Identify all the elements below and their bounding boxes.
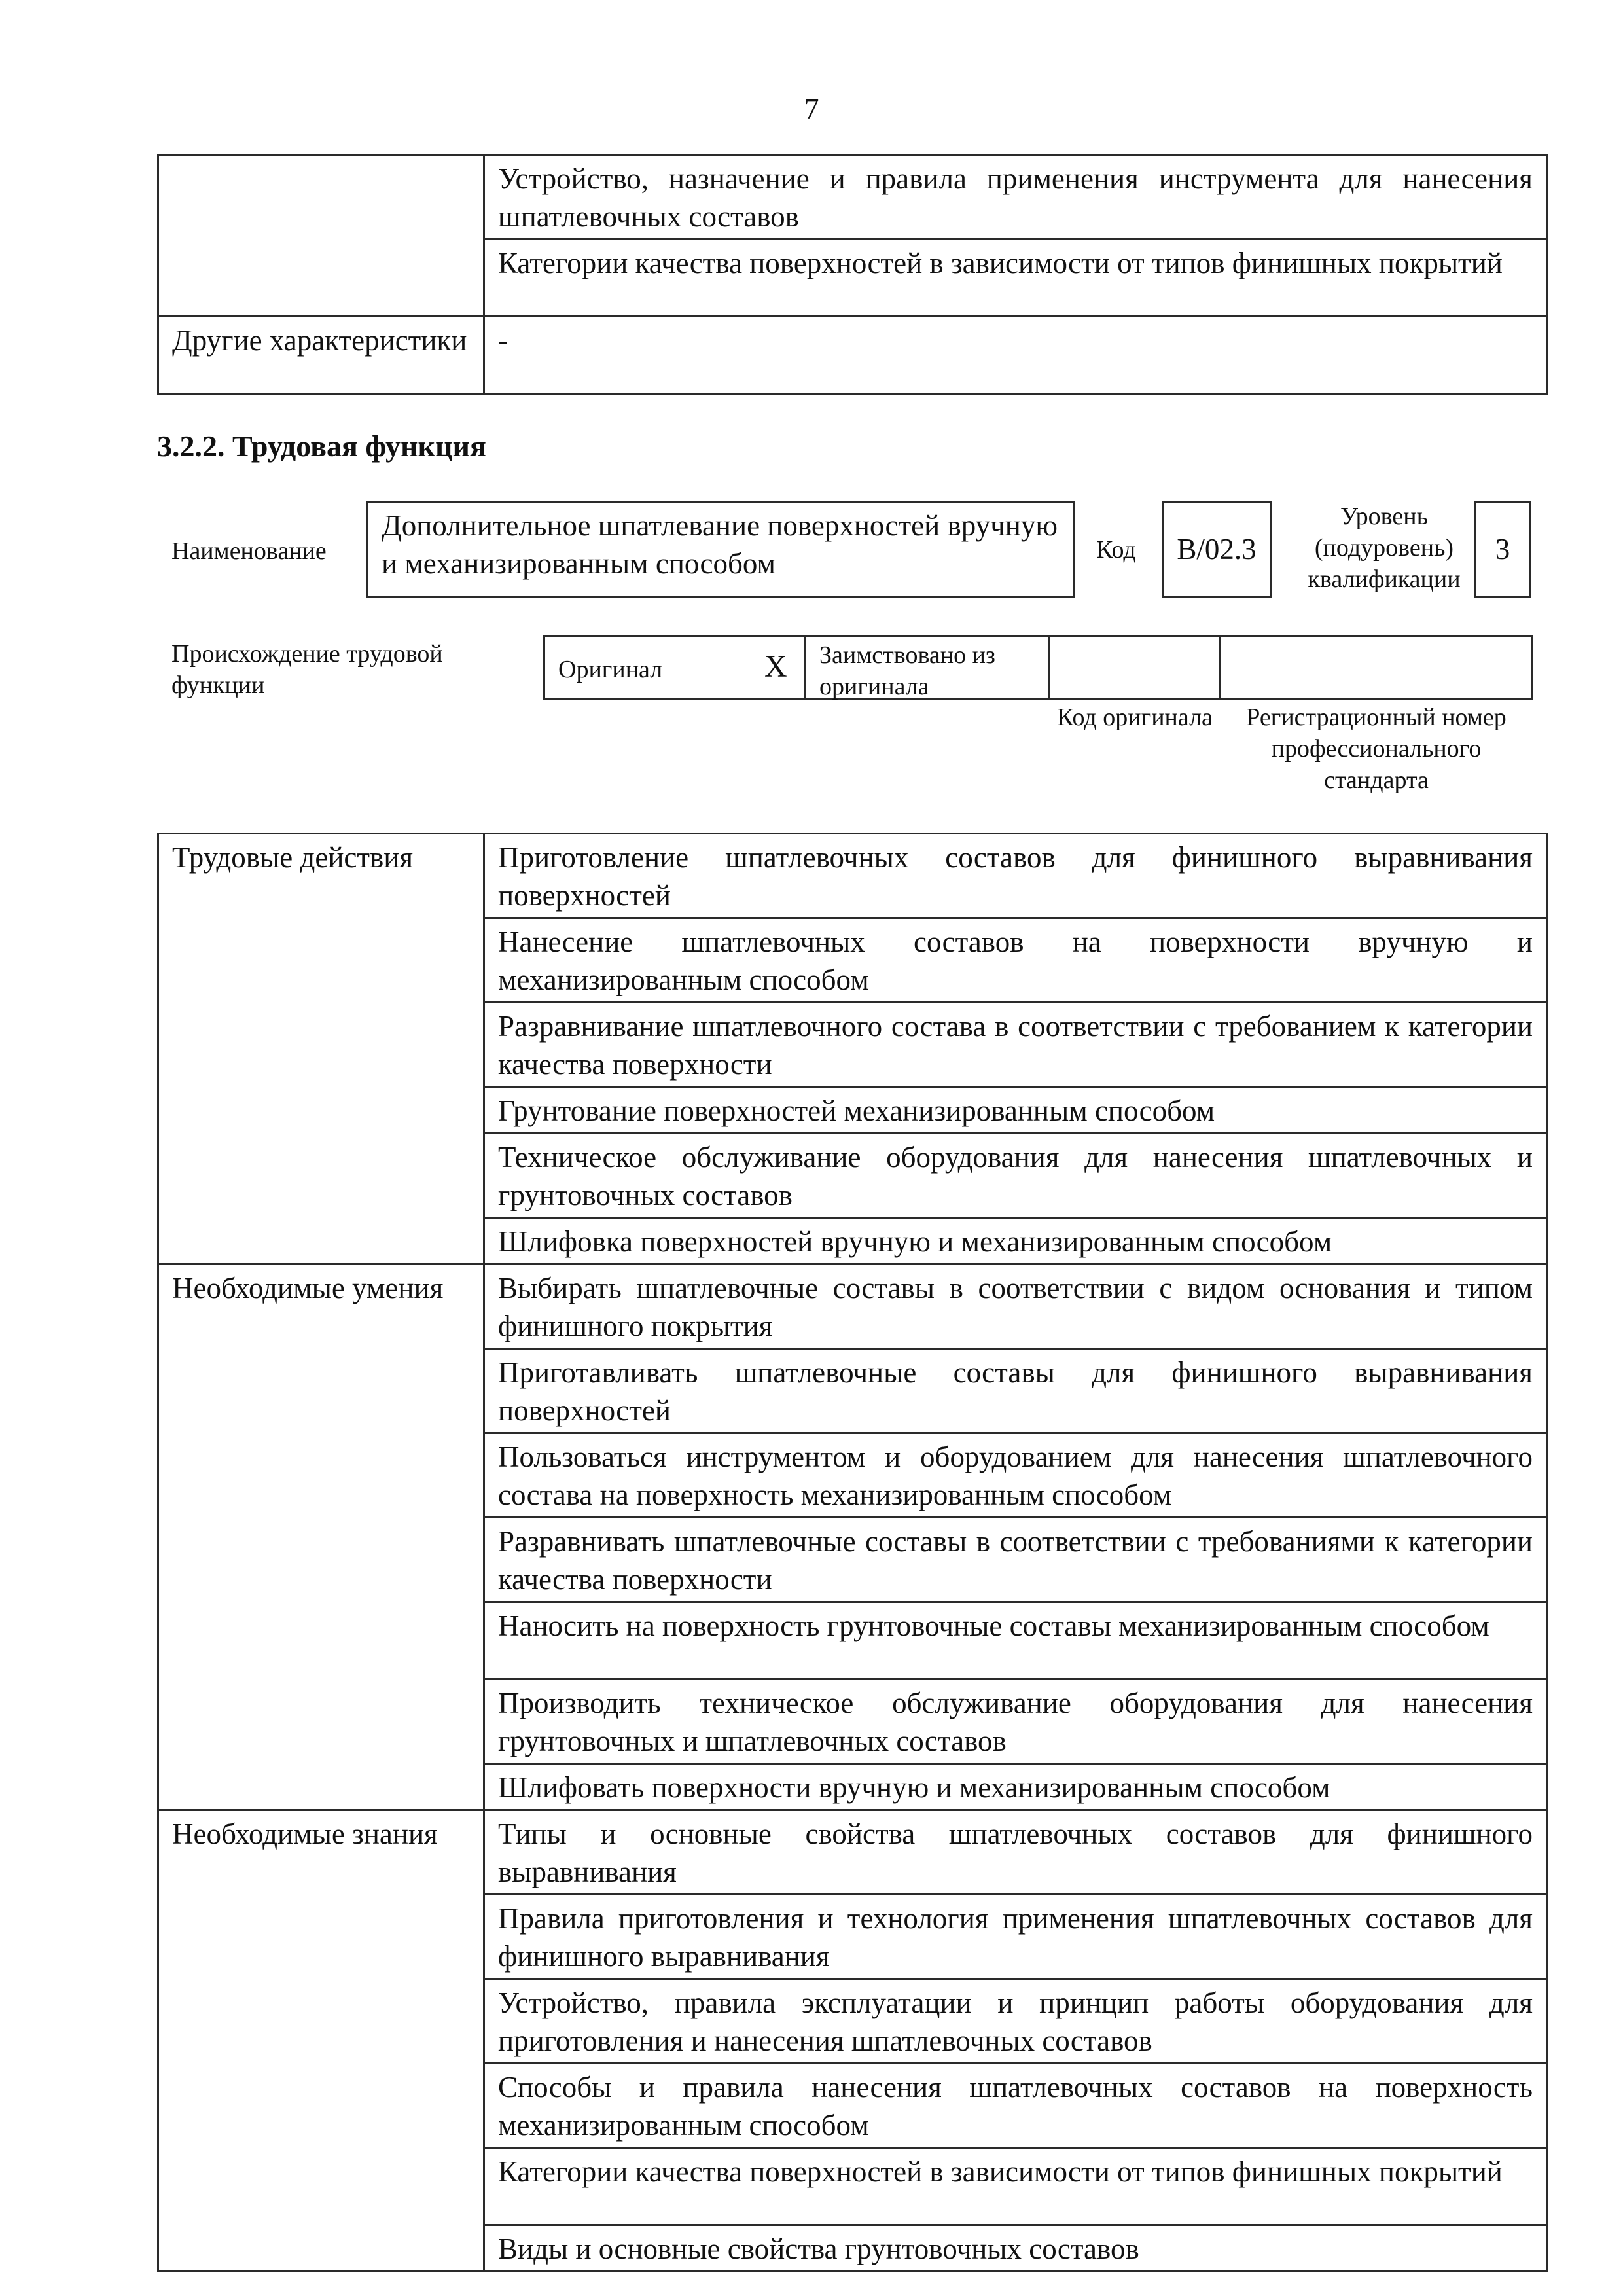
origin-label: Происхождение трудовой функции (171, 640, 443, 699)
top-table-label-empty (158, 155, 484, 317)
required-skills-label: Необходимые умения (158, 1265, 484, 1810)
section-title: 3.2.2. Трудовая функция (157, 429, 486, 463)
level-value-box: 3 (1474, 501, 1531, 598)
skill-item: Приготавливать шпатлевочные составы для финишного выравнивания поверхностей (484, 1349, 1547, 1433)
function-code-box: B/02.3 (1162, 501, 1272, 598)
skill-item: Шлифовать поверхности вручную и механизированным способом (484, 1764, 1547, 1810)
original-box (543, 635, 806, 700)
reg-number-caption: Регистрационный номер профессионального стандарта (1246, 704, 1507, 794)
skill-item: Выбирать шпатлевочные составы в соответствии с видом основания и типом финишного покрытия (484, 1265, 1547, 1349)
function-name-box: Дополнительное шпатлевание поверхностей вручную и механизированным способом (366, 501, 1075, 598)
labor-action-item: Грунтование поверхностей механизированным способом (484, 1087, 1547, 1134)
skill-item: Разравнивать шпатлевочные составы в соответствии с требованиями к категории качества поверхности (484, 1518, 1547, 1602)
main-table (157, 833, 1548, 2272)
top-table-item: Устройство, назначение и правила применения инструмента для нанесения шпатлевочных составов (484, 155, 1547, 240)
borrowed-box: Заимствовано из оригинала (804, 635, 1050, 700)
labor-action-item: Шлифовка поверхностей вручную и механизированным способом (484, 1218, 1547, 1265)
labor-action-item: Техническое обслуживание оборудования для нанесения шпатлевочных и грунтовочных составов (484, 1134, 1547, 1218)
original-mark: X (764, 649, 787, 684)
page-number: 7 (804, 92, 819, 126)
reg-number-box (1219, 635, 1533, 700)
code-original-caption: Код оригинала (1057, 704, 1213, 731)
code-label: Код (1096, 536, 1136, 564)
knowledge-item: Способы и правила нанесения шпатлевочных составов на поверхность механизированным способом (484, 2064, 1547, 2148)
knowledge-item: Правила приготовления и технология применения шпатлевочных составов для финишного выравнивания (484, 1895, 1547, 1979)
knowledge-item: Категории качества поверхностей в зависимости от типов финишных покрытий (484, 2148, 1547, 2225)
top-table (157, 154, 1548, 395)
other-characteristics-value: - (484, 317, 1547, 394)
code-original-box (1048, 635, 1221, 700)
level-label: Уровень (подуровень) квалификации (1308, 503, 1461, 593)
skill-item: Производить техническое обслуживание оборудования для нанесения грунтовочных и шпатлевочных составов (484, 1679, 1547, 1764)
labor-action-item: Приготовление шпатлевочных составов для финишного выравнивания поверхностей (484, 834, 1547, 918)
knowledge-item: Типы и основные свойства шпатлевочных составов для финишного выравнивания (484, 1810, 1547, 1895)
skill-item: Наносить на поверхность грунтовочные составы механизированным способом (484, 1602, 1547, 1679)
labor-action-item: Разравнивание шпатлевочного состава в соответствии с требованием к категории качества поверхности (484, 1003, 1547, 1087)
skill-item: Пользоваться инструментом и оборудованием для нанесения шпатлевочного состава на поверхность механизированным способом (484, 1433, 1547, 1518)
original-label: Оригинал (558, 656, 663, 683)
other-characteristics-label: Другие характеристики (158, 317, 484, 394)
top-table-item: Категории качества поверхностей в зависимости от типов финишных покрытий (484, 240, 1547, 317)
labor-action-item: Нанесение шпатлевочных составов на поверхности вручную и механизированным способом (484, 918, 1547, 1003)
name-label: Наименование (171, 537, 327, 565)
labor-actions-label: Трудовые действия (158, 834, 484, 1265)
knowledge-item: Устройство, правила эксплуатации и принцип работы оборудования для приготовления и нанесения шпатлевочных составов (484, 1979, 1547, 2064)
knowledge-item: Виды и основные свойства грунтовочных составов (484, 2225, 1547, 2272)
required-knowledge-label: Необходимые знания (158, 1810, 484, 2272)
